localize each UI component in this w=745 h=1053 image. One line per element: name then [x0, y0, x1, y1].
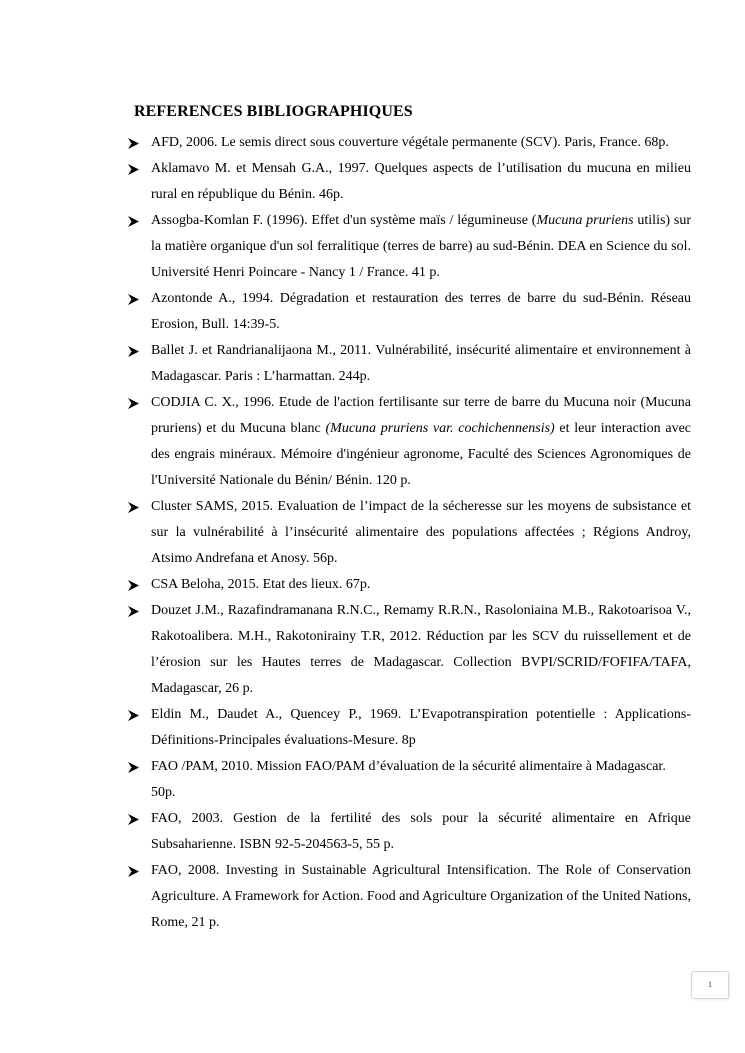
reference-item [128, 494, 691, 572]
reference-list [128, 130, 691, 936]
page-number: 1 [691, 971, 729, 999]
reference-item [128, 598, 691, 702]
reference-item [128, 130, 691, 156]
reference-text: Ballet J. et Randrianalijaona M., 2011. Vulnérabilité, insécurité alimentaire et environnement à Madagascar. Paris : L’harmattan. 244p. [151, 343, 691, 384]
page-title: REFERENCES BIBLIOGRAPHIQUES [134, 103, 413, 120]
reference-item [128, 858, 691, 936]
reference-item [128, 208, 691, 286]
reference-italic-text: (Mucuna pruriens var. cochichennensis) [325, 421, 555, 436]
reference-text: utilis) sur la matière organique d'un sol ferralitique (terres de barre) au sud-Bénin. DEA en Science du sol. Université Henri Poincare - Nancy 1 / France. 41 p. [151, 213, 691, 280]
reference-item [128, 156, 691, 208]
reference-text: FAO /PAM, 2010. Mission FAO/PAM d’évaluation de la sécurité alimentaire à Madagascar. 50p. [151, 759, 666, 800]
reference-text: FAO, 2008. Investing in Sustainable Agricultural Intensification. The Role of Conservation Agriculture. A Framework for Action. Food and Agriculture Organization of the United Nations, Rome, 21 p. [151, 863, 691, 930]
reference-item [128, 390, 691, 494]
reference-text: CODJIA C. X., 1996. Etude de l'action fertilisante sur terre de barre du Mucuna noir (Mucuna pruriens) et du Mucuna blanc [151, 395, 691, 436]
reference-text: Eldin M., Daudet A., Quencey P., 1969. L’Evapotranspiration potentielle : Applications-Définitions-Principales évaluations-Mesure. 8p [151, 707, 691, 748]
reference-text: Assogba-Komlan F. (1996). Effet d'un système maïs / légumineuse ( [151, 213, 537, 228]
reference-text: et leur interaction avec des engrais minéraux. Mémoire d'ingénieur agronome, Faculté des Sciences Agronomiques de l'Université Nationale du Bénin/ Bénin. 120 p. [151, 421, 691, 488]
reference-text: Aklamavo M. et Mensah G.A., 1997. Quelques aspects de l’utilisation du mucuna en milieu rural en république du Bénin. 46p. [151, 161, 691, 202]
reference-item [128, 806, 691, 858]
reference-text: Cluster SAMS, 2015. Evaluation de l’impact de la sécheresse sur les moyens de subsistance et sur la vulnérabilité à l’insécurité alimentaire des populations affectées ; Régions Androy, Atsimo Andrefana et Anosy. 56p. [151, 499, 691, 566]
reference-text: CSA Beloha, 2015. Etat des lieux. 67p. [151, 577, 371, 592]
reference-item [128, 286, 691, 338]
reference-item [128, 754, 691, 806]
reference-text: Azontonde A., 1994. Dégradation et restauration des terres de barre du sud-Bénin. Réseau Erosion, Bull. 14:39-5. [151, 291, 691, 332]
reference-italic-text: Mucuna pruriens [536, 213, 634, 228]
reference-text: AFD, 2006. Le semis direct sous couverture végétale permanente (SCV). Paris, France. 68p. [151, 135, 669, 150]
reference-text: FAO, 2003. Gestion de la fertilité des sols pour la sécurité alimentaire en Afrique Subsaharienne. ISBN 92-5-204563-5, 55 p. [151, 811, 691, 852]
reference-item [128, 338, 691, 390]
reference-text: Douzet J.M., Razafindramanana R.N.C., Remamy R.R.N., Rasoloniaina M.B., Rakotoarisoa V., Rakotoalibera. M.H., Rakotonirainy T.R, 2012. Réduction par les SCV du ruissellement et de l’érosion sur les Hautes terres de Madagascar. Collection BVPI/SCRID/FOFIFA/TAFA, Madagascar, 26 p. [151, 603, 691, 696]
reference-item [128, 702, 691, 754]
reference-item [128, 572, 691, 598]
